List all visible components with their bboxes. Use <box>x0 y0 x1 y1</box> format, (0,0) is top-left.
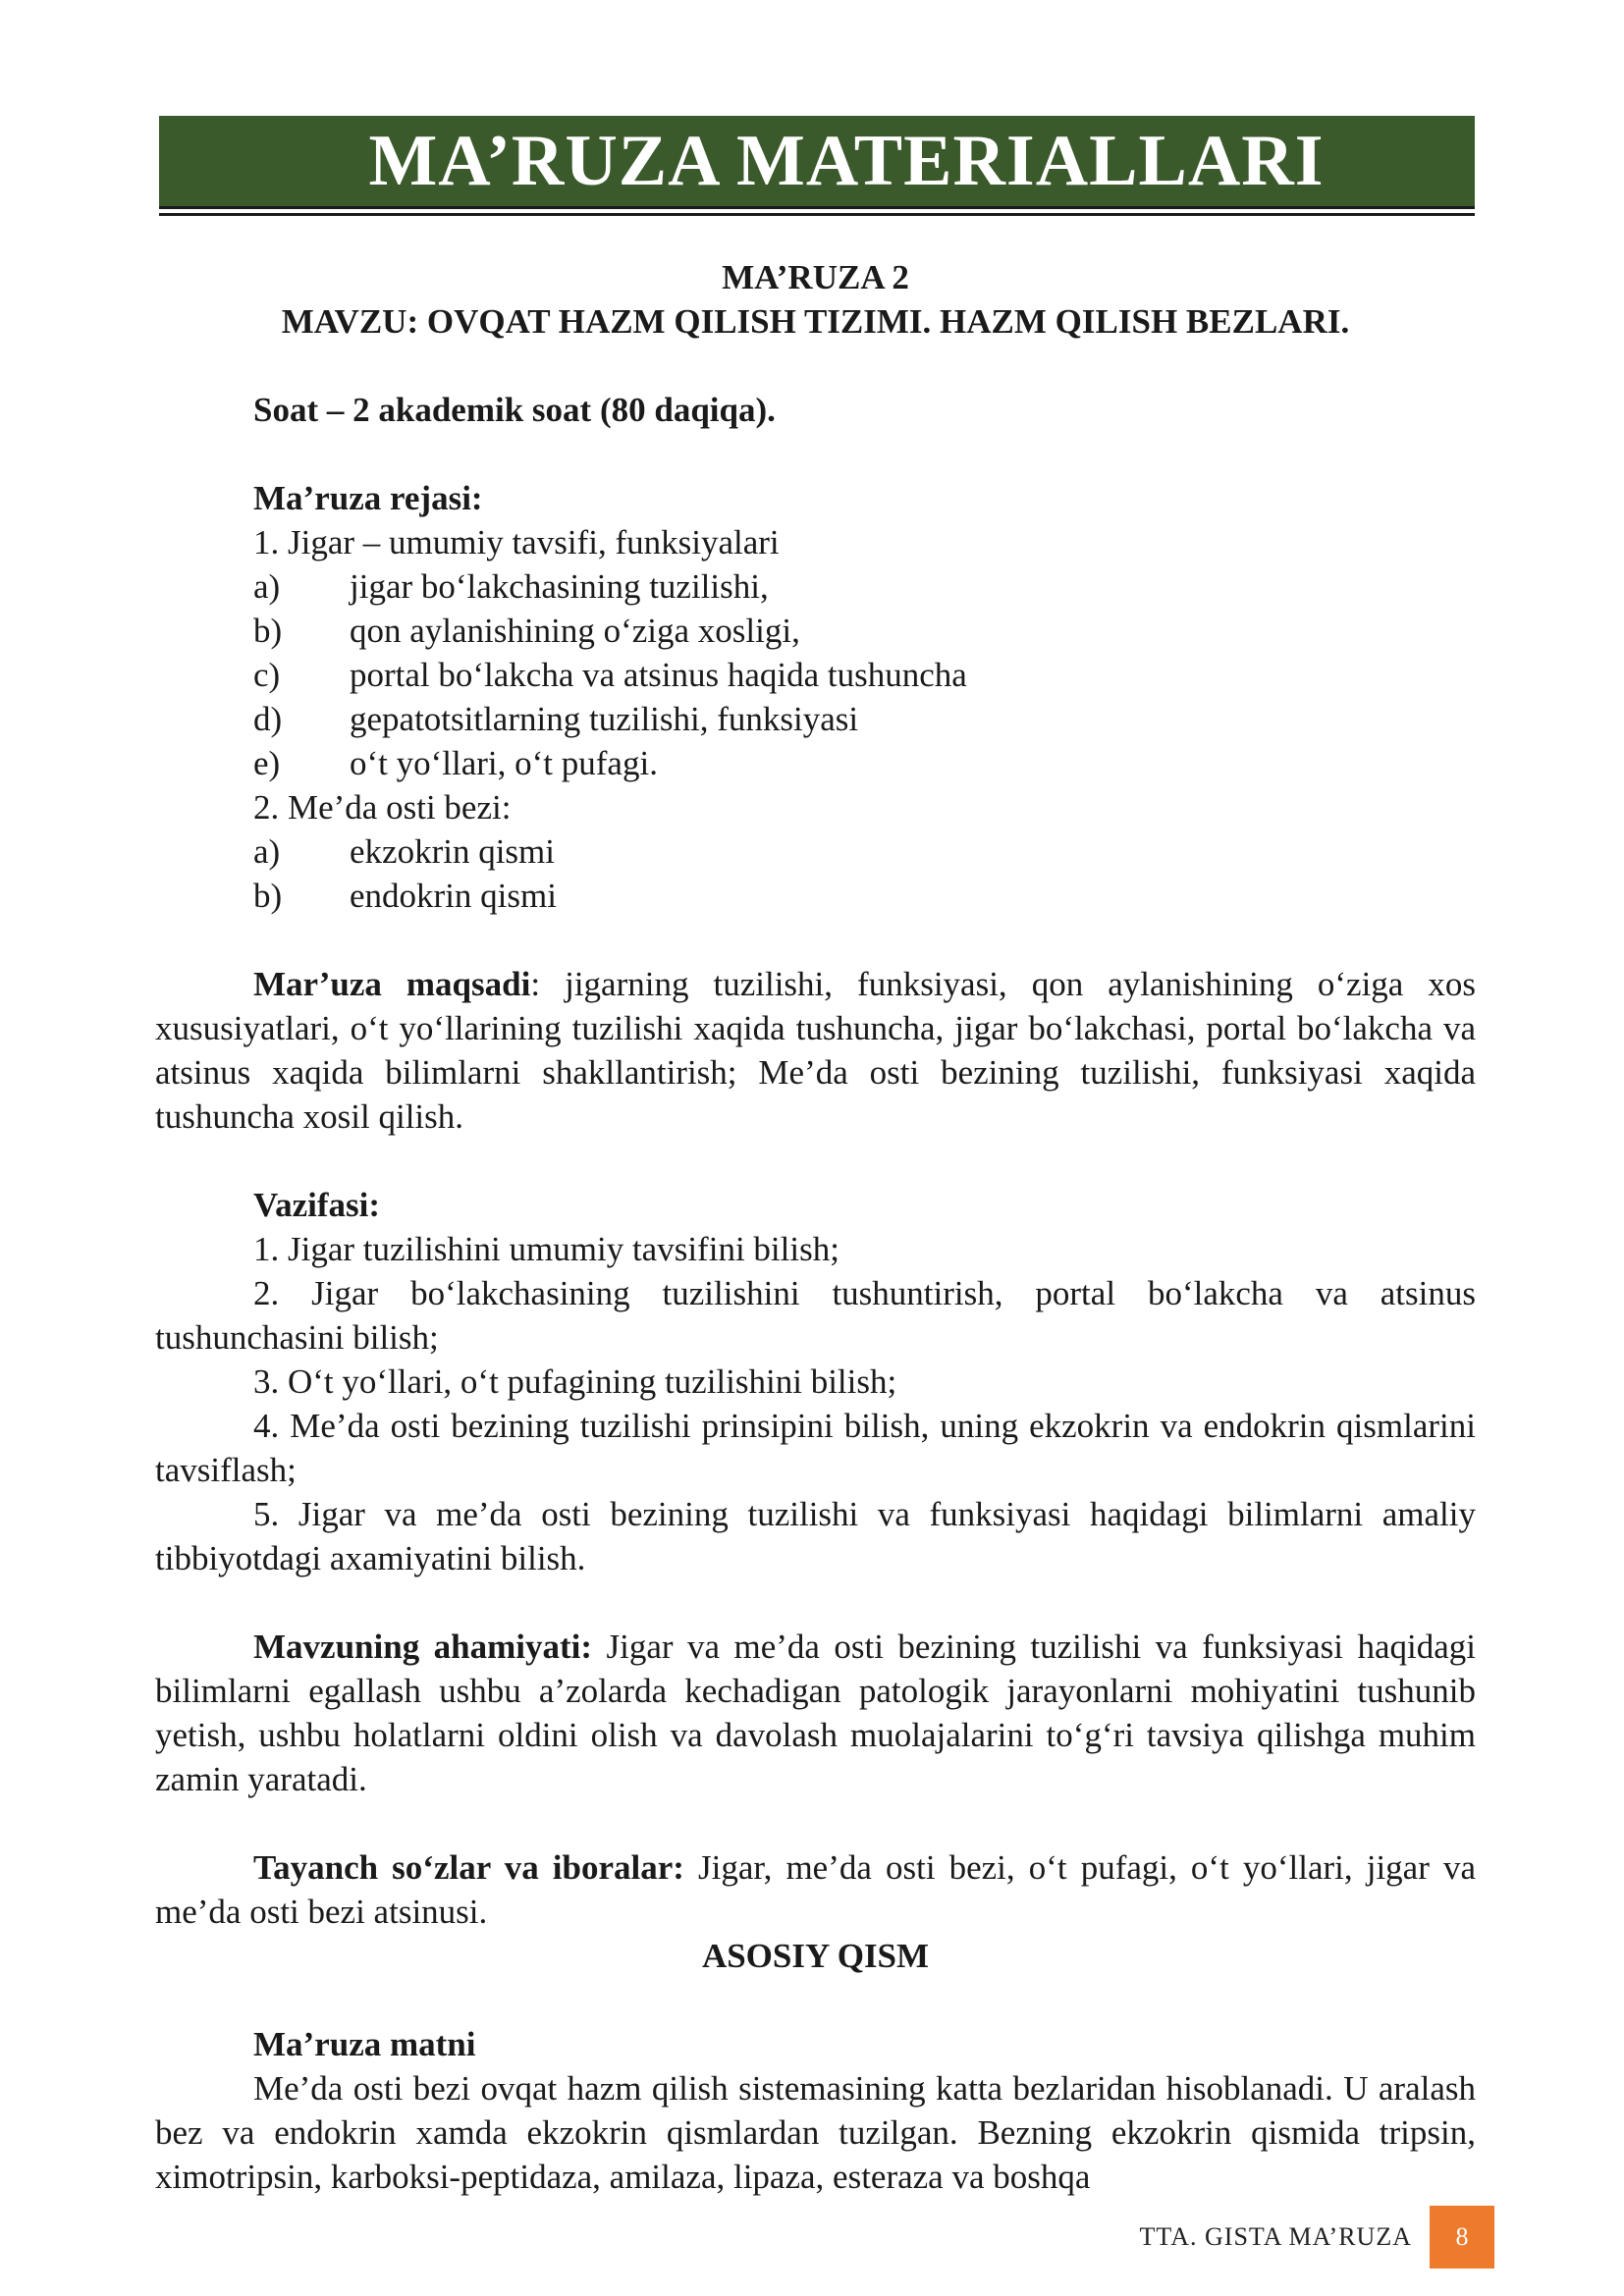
lecture-topic: MAVZU: OVQAT HAZM QILISH TIZIMI. HAZM QILISH BEZLARI. <box>281 302 1350 341</box>
plan-subitem: b) endokrin qismi <box>253 877 557 915</box>
plan-subitem: d) gepatotsitlarning tuzilishi, funksiyasi <box>253 700 859 738</box>
lecture-text-heading: Ma’ruza matni <box>253 2025 476 2063</box>
lecture-hours: Soat – 2 akademik soat (80 daqiqa). <box>253 391 776 429</box>
page-content <box>155 255 1476 2199</box>
plan-heading: Ma’ruza rejasi: <box>253 479 483 517</box>
goal-paragraph: Mar’uza maqsadi: jigarning tuzilishi, funksiyasi, qon aylanishining o‘ziga xos xususiyatlari, o‘t yo‘llarining tuzilishi xaqida tushuncha, jigar bo‘lakchasi, portal bo‘lakcha va atsinus xaqida bilimlarni shakllantirish; Me’da osti bezining tuzilishi, funksiyasi xaqida tushuncha xosil qilish. <box>155 965 1476 1136</box>
task-item: 2. Jigar bo‘lakchasining tuzilishini tushuntirish, portal bo‘lakcha va atsinus tushunchasini bilish; <box>155 1274 1476 1357</box>
task-item: 1. Jigar tuzilishini umumiy tavsifini bilish; <box>253 1230 839 1268</box>
task-item: 3. O‘t yo‘llari, o‘t pufagining tuzilishini bilish; <box>253 1362 897 1401</box>
footer-text: TTA. GISTA MA’RUZA <box>1139 2222 1412 2251</box>
banner-title: MA’RUZA MATERIALLARI <box>368 121 1325 201</box>
goal-label: Mar’uza maqsadi <box>253 965 531 1003</box>
plan-item-1: 1. Jigar – umumiy tavsifi, funksiyalari <box>253 523 780 561</box>
page-footer <box>1140 2206 1494 2269</box>
task-item: 5. Jigar va me’da osti bezining tuzilishi va funksiyasi haqidagi bilimlarni amaliy tibbiyotdagi axamiyatini bilish. <box>155 1495 1476 1577</box>
main-heading: ASOSIY QISM <box>701 1937 930 1975</box>
tasks-heading: Vazifasi: <box>253 1186 380 1224</box>
keywords-label: Tayanch so‘zlar va iboralar: <box>253 1848 684 1887</box>
plan-item-2: 2. Me’da osti bezi: <box>253 788 512 827</box>
title-banner <box>159 116 1475 206</box>
lecture-text-paragraph: Me’da osti bezi ovqat hazm qilish sistemasining katta bezlaridan hisoblanadi. U aralash bez va endokrin xamda ekzokrin qismlardan tuzilgan. Bezning ekzokrin qismida tripsin, ximotripsin, karboksi-peptidaza, amilaza, lipaza, esteraza va boshqa <box>155 2069 1476 2196</box>
banner-rule-top <box>159 206 1475 209</box>
plan-subitem: a) ekzokrin qismi <box>253 832 555 871</box>
page-number: 8 <box>1430 2206 1494 2269</box>
plan-subitem: b) qon aylanishining o‘ziga xosligi, <box>253 612 800 650</box>
plan-subitem: c) portal bo‘lakcha va atsinus haqida tushuncha <box>253 656 967 694</box>
keywords-paragraph: Tayanch so‘zlar va iboralar: Jigar, me’da osti bezi, o‘t pufagi, o‘t yo‘llari, jigar va me’da osti bezi atsinusi. <box>155 1848 1476 1931</box>
plan-subitem: e) o‘t yo‘llari, o‘t pufagi. <box>253 744 658 782</box>
banner-rule-bottom <box>159 213 1475 216</box>
importance-paragraph: Mavzuning ahamiyati: Jigar va me’da osti bezining tuzilishi va funksiyasi haqidagi bilimlarni egallash ushbu a’zolarda kechadigan patologik jarayonlarni mohiyatini tushunib yetish, ushbu holatlarni oldini olish va davolash muolajalarini to‘g‘ri tavsiya qilishga muhim zamin yaratadi. <box>155 1628 1476 1798</box>
importance-label: Mavzuning ahamiyati: <box>253 1628 593 1666</box>
task-item: 4. Me’da osti bezining tuzilishi prinsipini bilish, uning ekzokrin va endokrin qismlarini tavsiflash; <box>155 1407 1476 1489</box>
plan-subitem: a) jigar bo‘lakchasining tuzilishi, <box>253 567 769 606</box>
lecture-number: MA’RUZA 2 <box>722 258 909 296</box>
